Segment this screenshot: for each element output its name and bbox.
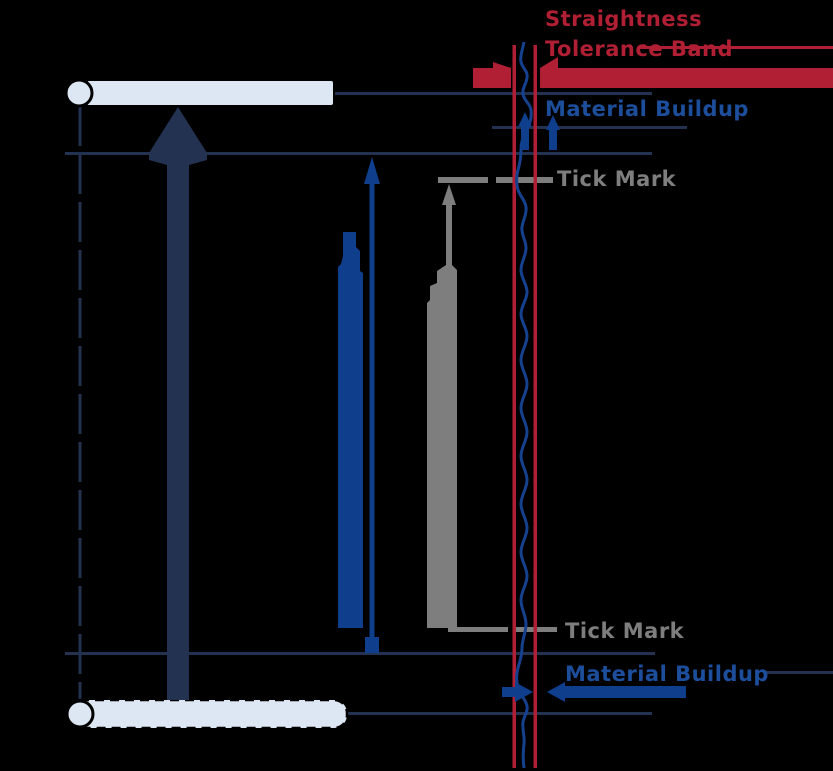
tolerance-band-left-arrow-icon xyxy=(493,62,511,68)
pivot-circle-bottom xyxy=(67,701,93,727)
tickmark-leader-top-seg1 xyxy=(438,177,488,183)
tolerance-boundary-right xyxy=(534,45,538,768)
blue-buildup-profile-bar xyxy=(338,232,363,628)
tick-mark-top-label: Tick Mark xyxy=(557,167,677,191)
gray-tickmark-profile-bar xyxy=(427,184,457,628)
actual-surface-wavy-line xyxy=(517,42,532,768)
tick-mark-bottom-label: Tick Mark xyxy=(565,619,685,643)
tickmark-leader-top-seg2 xyxy=(496,177,553,183)
material-buildup-bottom-label: Material Buildup xyxy=(565,662,769,686)
actual-bar-bottom xyxy=(67,700,347,728)
straightness-tolerance-band-label xyxy=(545,4,733,64)
material-buildup-top-label: Material Buildup xyxy=(545,97,749,121)
tolerance-boundary-left xyxy=(513,45,517,768)
tickmark-leader-bottom-seg1 xyxy=(448,627,508,632)
thin-blue-arrowhead-icon xyxy=(364,157,380,184)
straightness-label-line1: Straightness xyxy=(545,7,703,31)
reference-line-bottom-right xyxy=(348,712,652,715)
buildup-right-arrow-shaft xyxy=(502,687,515,697)
reference-line-lower xyxy=(65,652,655,655)
straightness-label-line2: Tolerance Band xyxy=(545,37,734,61)
tolerance-band-bar xyxy=(540,68,833,88)
large-up-arrow-icon xyxy=(149,107,207,700)
tolerance-band-left-stub xyxy=(473,68,511,88)
buildup-bottom-leader-line xyxy=(766,671,833,674)
nominal-bar-top xyxy=(87,81,333,105)
buildup-left-arrow-icon xyxy=(547,682,565,702)
thin-blue-arrow-shaft xyxy=(370,183,375,638)
thin-blue-arrow-base xyxy=(365,637,379,653)
pivot-circle-top xyxy=(66,80,92,106)
